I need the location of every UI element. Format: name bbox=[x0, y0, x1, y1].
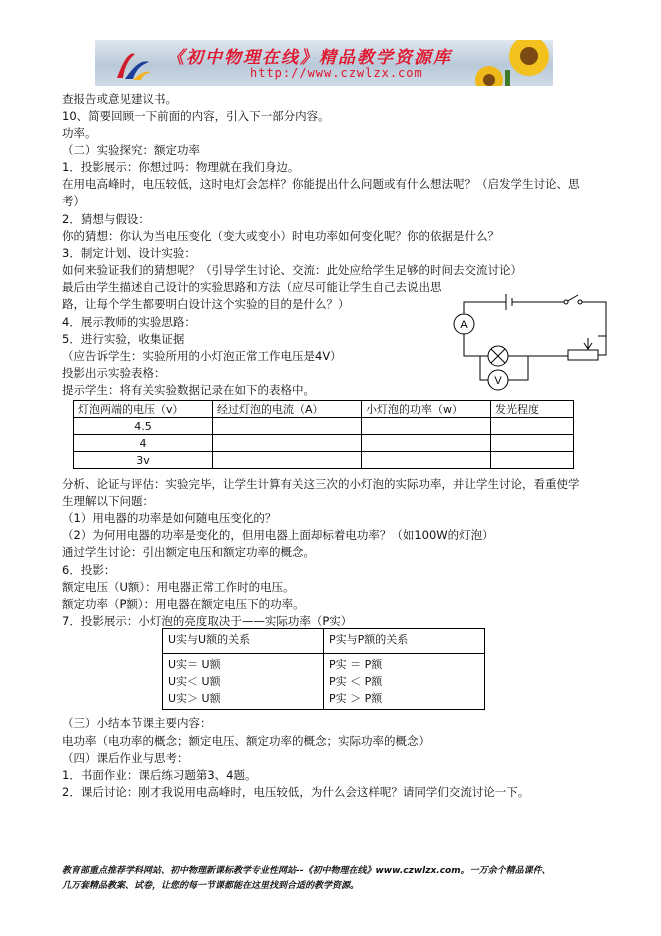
relation-u-equal: U实＝ U额 bbox=[168, 658, 221, 671]
voltmeter-label: V bbox=[494, 375, 502, 387]
table-cell bbox=[362, 418, 491, 435]
relation-p-equal: P实 ＝ P额 bbox=[329, 658, 383, 671]
text-line: 分析、论证与评估：实验完毕，让学生计算有关这三次的小灯泡的实际功率，并让学生讨论，看重使学 bbox=[62, 477, 580, 491]
section-heading: （三）小结本节课主要内容： bbox=[62, 716, 212, 730]
table-cell bbox=[362, 435, 491, 452]
table-cell bbox=[362, 452, 491, 469]
section-heading: （四）课后作业与思考： bbox=[62, 751, 189, 765]
site-logo-icon bbox=[113, 48, 153, 82]
text-line: 如何来验证我们的猜想呢？（引导学生讨论、交流：此处应给学生足够的时间去交流讨论） bbox=[62, 263, 522, 277]
text-line: 电功率（电功率的概念；额定电压、额定功率的概念；实际功率的概念） bbox=[62, 734, 430, 748]
table-cell bbox=[163, 654, 324, 710]
ammeter-label: A bbox=[460, 319, 468, 331]
text-line: 额定功率（P额）：用电器在额定电压下的功率。 bbox=[62, 597, 305, 611]
text-line: 在用电高峰时，电压较低，这时电灯会怎样？你能提出什么问题或有什么想法呢？（启发学生讨论、思 bbox=[62, 177, 580, 191]
text-line: 1．书面作业：课后练习题第3、4题。 bbox=[62, 768, 257, 782]
table-row bbox=[74, 418, 574, 435]
text-line: 1．投影展示：你想过吗：物理就在我们身边。 bbox=[62, 160, 300, 174]
table-cell bbox=[491, 452, 574, 469]
text-line: （应告诉学生：实验所用的小灯泡正常工作电压是4V） bbox=[62, 349, 342, 363]
relation-u-greater: U实＞ U额 bbox=[168, 692, 221, 705]
text-line: 生理解以下问题： bbox=[62, 494, 154, 508]
site-banner bbox=[95, 40, 553, 86]
experiment-table bbox=[73, 400, 574, 469]
table-header-cell: 经过灯泡的电流（A） bbox=[213, 401, 362, 418]
table-row bbox=[74, 435, 574, 452]
table-cell bbox=[213, 435, 362, 452]
text-line: （2）为何用电器的功率是变化的，但用电器上面却标着电功率？（如100W的灯泡） bbox=[62, 528, 494, 542]
text-line: （1）用电器的功率是如何随电压变化的？ bbox=[62, 511, 277, 525]
table-cell bbox=[491, 435, 574, 452]
banner-url[interactable]: http://www.czwlzx.com bbox=[250, 66, 423, 80]
text-line: 提示学生：将有关实验数据记录在如下的表格中。 bbox=[62, 383, 315, 397]
table-header-cell: 发光程度 bbox=[491, 401, 574, 418]
text-line: 额定电压（U额）：用电器正常工作时的电压。 bbox=[62, 580, 295, 594]
table-header-cell: U实与U额的关系 bbox=[163, 629, 324, 654]
table-header-row bbox=[163, 629, 485, 654]
relation-p-less: P实 ＜ P额 bbox=[329, 675, 383, 688]
text-line: 通过学生讨论：引出额定电压和额定功率的概念。 bbox=[62, 545, 315, 559]
banner-title: 《初中物理在线》精品教学资源库 bbox=[167, 48, 452, 68]
table-header-cell: 小灯泡的功率（w） bbox=[362, 401, 491, 418]
table-header-cell: P实与P额的关系 bbox=[324, 629, 485, 654]
sunflower-icon bbox=[467, 40, 553, 86]
relation-table bbox=[162, 628, 485, 710]
text-line: 查报告或意见建议书。 bbox=[62, 92, 177, 106]
text-line: 5．进行实验，收集证据 bbox=[62, 332, 185, 346]
text-line: 6．投影： bbox=[62, 563, 116, 577]
table-cell bbox=[491, 418, 574, 435]
text-line: 路，让每个学生都要明白设计这个实验的目的是什么？） bbox=[62, 297, 350, 311]
table-cell: 4 bbox=[74, 435, 213, 452]
text-line: 最后由学生描述自己设计的实验思路和方法（应尽可能让学生自己去说出思 bbox=[62, 280, 442, 294]
footer-line: 几万套精品教案、试卷，让您的每一节课都能在这里找到合适的教学资源。 bbox=[62, 881, 360, 891]
table-cell: 3v bbox=[74, 452, 213, 469]
table-row bbox=[74, 452, 574, 469]
text-line: 7．投影展示：小灯泡的亮度取决于——实际功率（P实） bbox=[62, 614, 353, 628]
relation-u-less: U实＜ U额 bbox=[168, 675, 221, 688]
table-cell: 4.5 bbox=[74, 418, 213, 435]
table-row bbox=[163, 654, 485, 710]
text-line: 10、简要回顾一下前面的内容，引入下一部分内容。 bbox=[62, 109, 330, 123]
relation-p-greater: P实 ＞ P额 bbox=[329, 692, 383, 705]
table-header-cell: 灯泡两端的电压（v） bbox=[74, 401, 213, 418]
text-line: 4．展示教师的实验思路： bbox=[62, 315, 196, 329]
table-cell bbox=[213, 418, 362, 435]
text-line: 功率。 bbox=[62, 126, 97, 140]
text-line: 2．猜想与假设： bbox=[62, 212, 150, 226]
page-footer bbox=[62, 864, 602, 894]
text-line: 2．课后讨论：刚才我说用电高峰时，电压较低，为什么会这样呢？请同学们交流讨论一下。 bbox=[62, 785, 530, 799]
text-line: 你的猜想：你认为当电压变化（变大或变小）时电功率如何变化呢？你的依据是什么？ bbox=[62, 229, 499, 243]
footer-line: 教育部重点推荐学科网站、初中物理新课标教学专业性网站--《初中物理在线》www.czwlzx.com。一万余个精品课件、 bbox=[62, 866, 551, 876]
section-heading: （二）实验探究：额定功率 bbox=[62, 143, 200, 157]
text-line: 3．制定计划、设计实验： bbox=[62, 246, 196, 260]
table-cell bbox=[213, 452, 362, 469]
text-line: 考） bbox=[62, 194, 85, 208]
text-line: 投影出示实验表格： bbox=[62, 366, 166, 380]
lamp-icon bbox=[488, 346, 508, 366]
table-header-row bbox=[74, 401, 574, 418]
circuit-diagram bbox=[450, 290, 612, 392]
table-cell bbox=[324, 654, 485, 710]
